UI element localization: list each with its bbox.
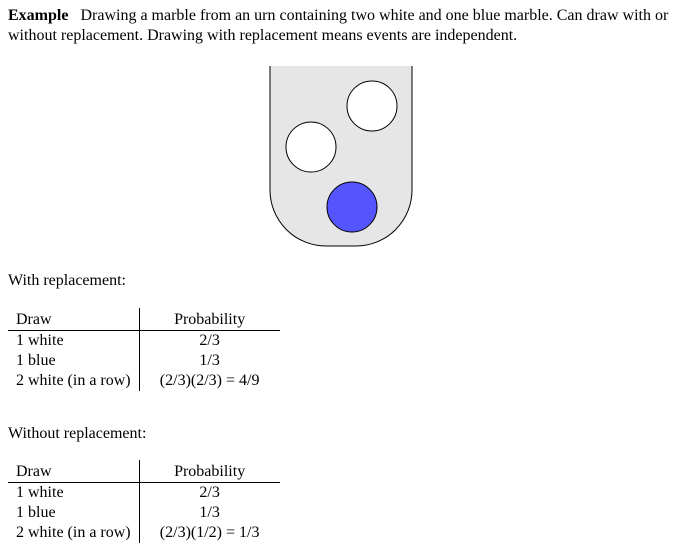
table-row <box>8 503 280 523</box>
table-row <box>8 331 280 352</box>
example-text: Drawing a marble from an urn containing two white and one blue marble. Can draw with or without replacement. Drawing with replacement means events are independent. <box>8 7 669 44</box>
draw-cell: 1 blue <box>16 504 56 521</box>
probability-cell: 2/3 <box>139 483 280 504</box>
draw-cell: 2 white (in a row) <box>16 524 131 541</box>
column-header-probability: Probability <box>139 460 280 483</box>
without-replacement-heading: Without replacement: <box>8 425 147 442</box>
table-row <box>8 483 280 504</box>
with-replacement-heading: With replacement: <box>8 272 126 289</box>
table-row <box>8 523 280 543</box>
probability-cell: (2/3)(2/3) = 4/9 <box>139 371 280 391</box>
example-label: Example <box>8 7 69 24</box>
probability-cell: 1/3 <box>139 503 280 523</box>
blue-marble <box>327 182 377 232</box>
table-row <box>8 351 280 371</box>
draw-cell: 1 blue <box>16 352 56 369</box>
table-header-row <box>8 460 280 483</box>
urn-outline <box>270 66 412 246</box>
without-replacement-table <box>8 460 280 543</box>
column-header-draw: Draw <box>16 311 52 328</box>
probability-cell: (2/3)(1/2) = 1/3 <box>139 523 280 543</box>
draw-cell: 1 white <box>16 484 64 501</box>
with-replacement-table <box>8 308 280 391</box>
draw-cell: 1 white <box>16 332 64 349</box>
column-header-draw: Draw <box>16 463 52 480</box>
white-marble-1 <box>347 81 397 131</box>
probability-cell: 2/3 <box>139 331 280 352</box>
probability-cell: 1/3 <box>139 351 280 371</box>
table-row <box>8 371 280 391</box>
white-marble-2 <box>286 122 336 172</box>
table-header-row <box>8 308 280 331</box>
draw-cell: 2 white (in a row) <box>16 372 131 389</box>
intro-paragraph <box>8 6 678 46</box>
urn-container <box>270 66 412 246</box>
column-header-probability: Probability <box>139 308 280 331</box>
